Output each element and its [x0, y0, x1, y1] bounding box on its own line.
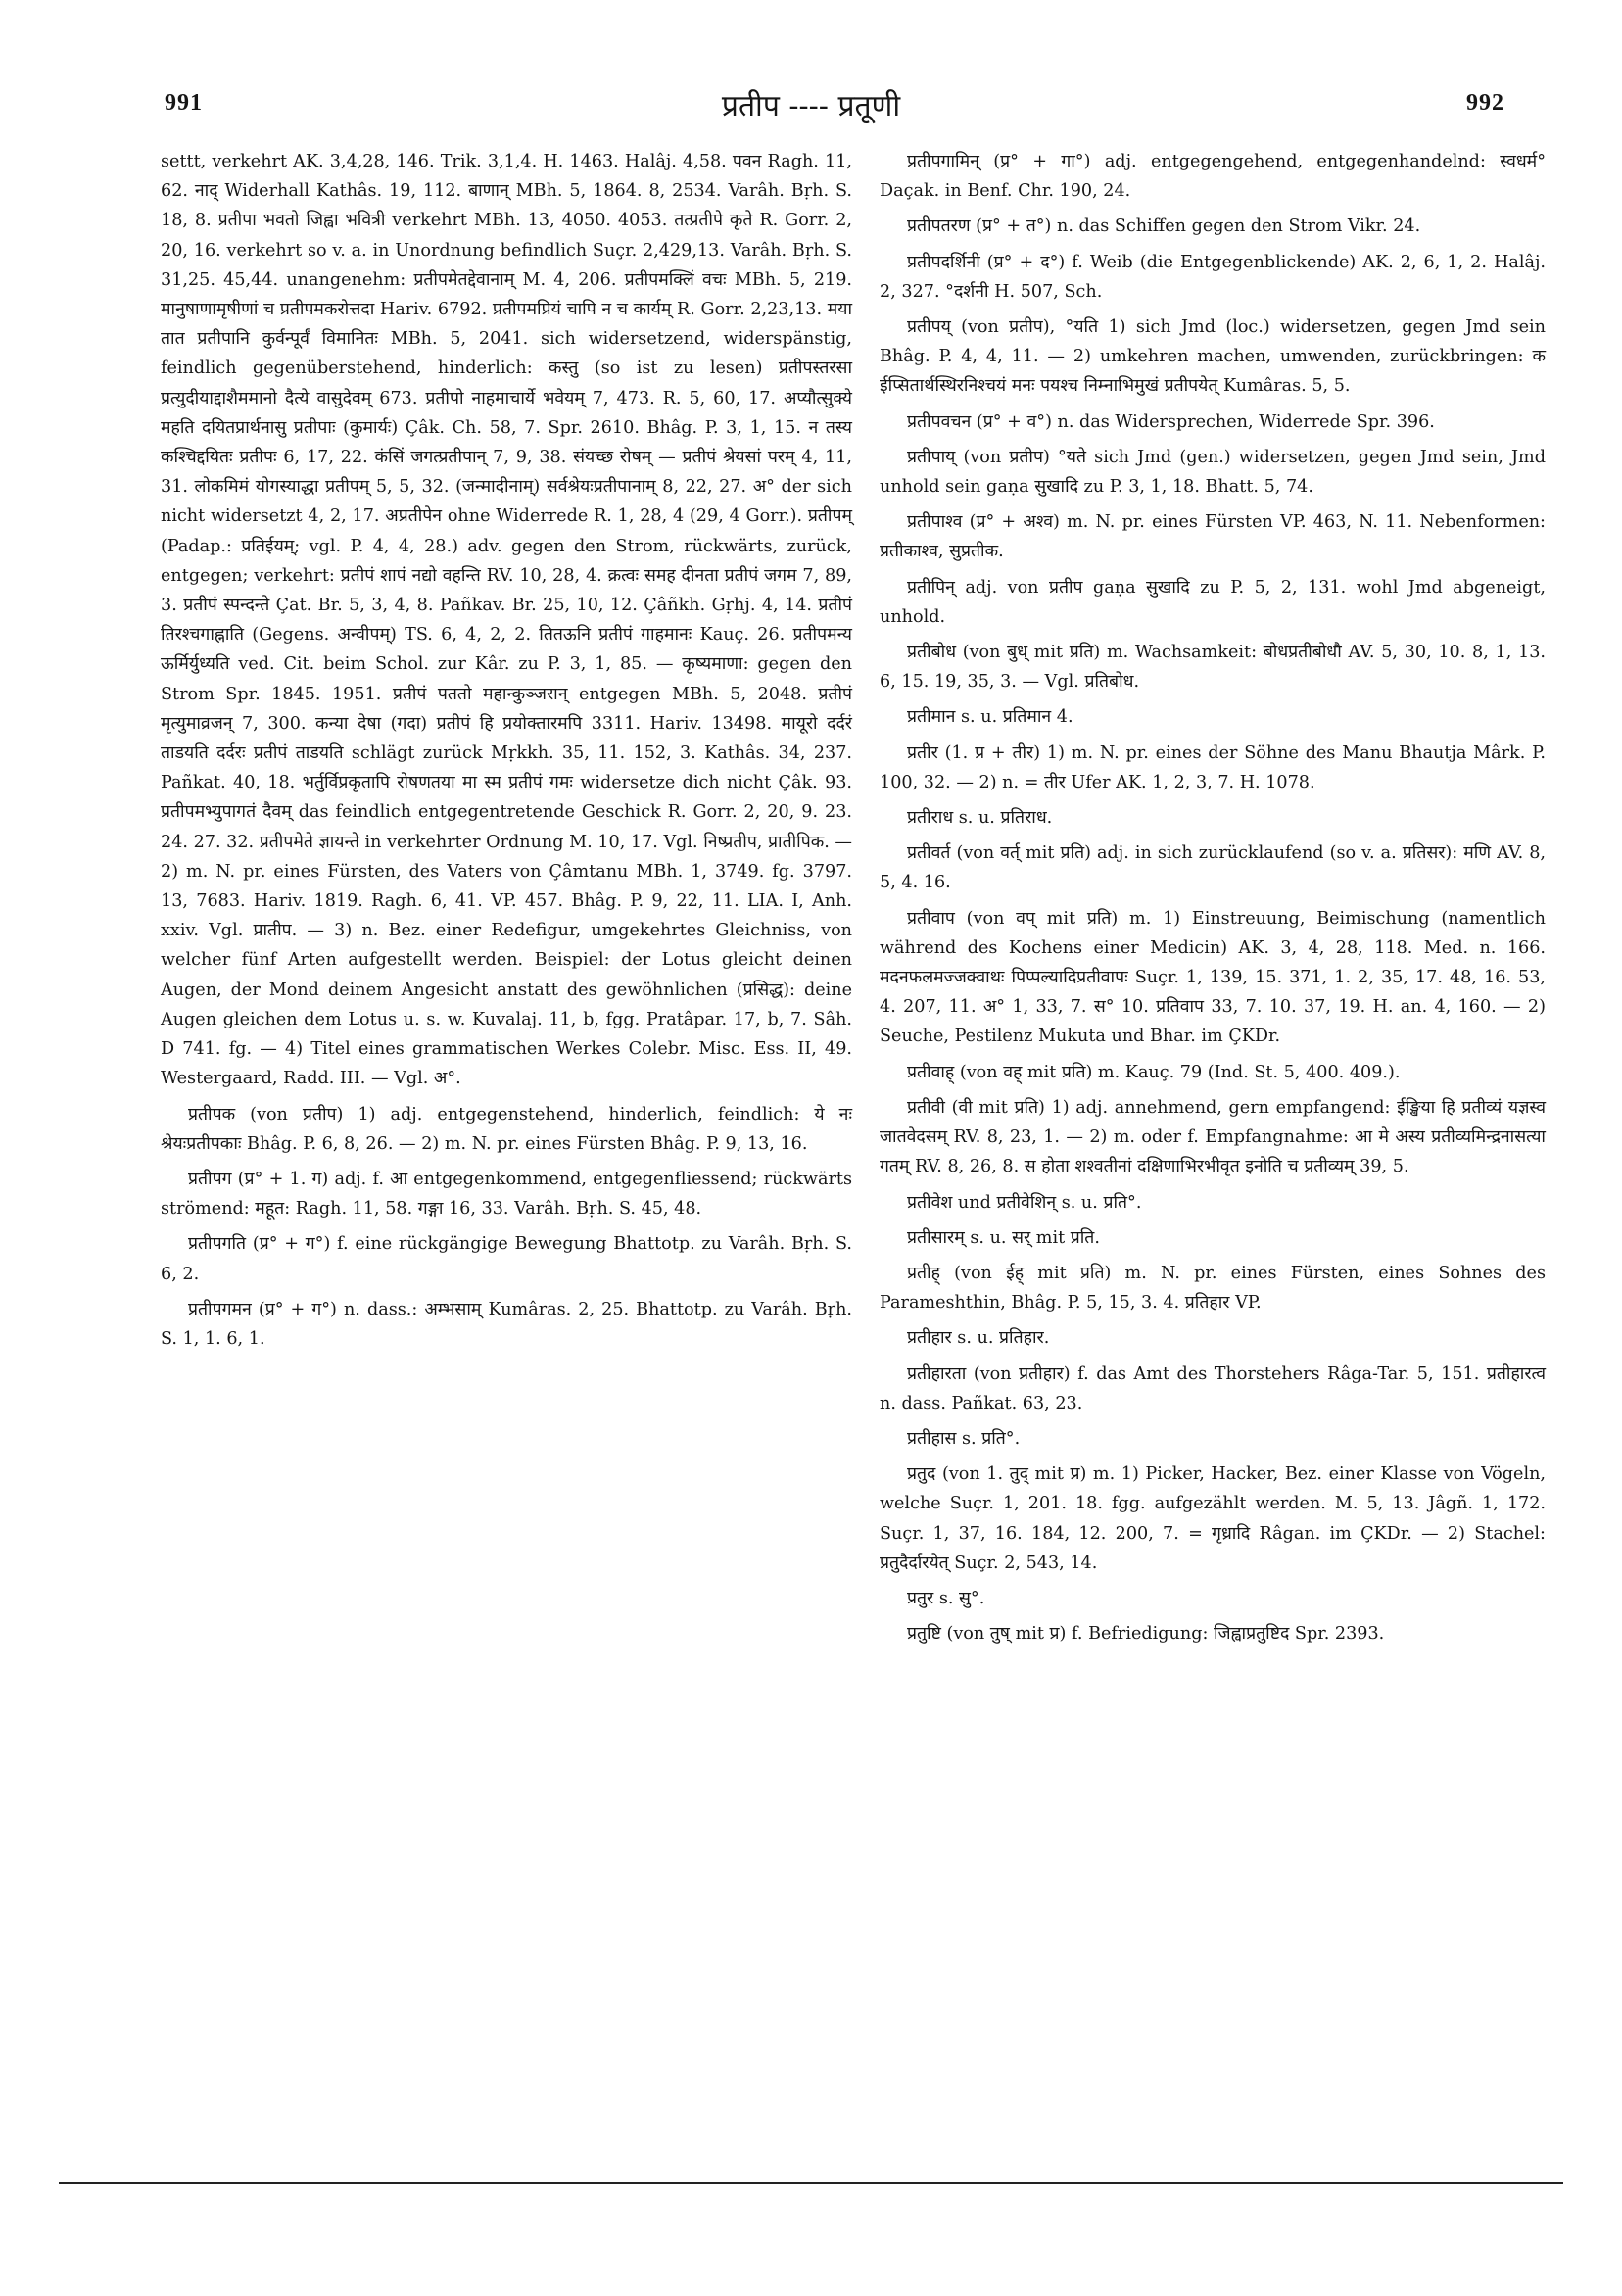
entry-paragraph: प्रतीपगामिन् (प्र° + गा°) adj. entgegengehend, entgegenhandelnd: स्वधर्म° Daçak. in Benf. Chr. 190, 24. [880, 152, 1546, 202]
entry-paragraph: प्रतीपिन् adj. von प्रतीप gaṇa सुखादि zu P. 5, 2, 131. wohl Jmd abgeneigt, unhold. [880, 577, 1546, 627]
entry-paragraph: प्रतीपगमन (प्र° + ग°) n. dass.: अम्भसाम् Kumâras. 2, 25. Bhattotp. zu Varâh. Bṛh. S. 1, 1. 6, 1. [161, 1299, 852, 1349]
entry-paragraph: प्रतुष्टि (von तुष् mit प्र) f. Befriedigung: जिह्वाप्रतुष्टिद Spr. 2393. [907, 1624, 1385, 1645]
entry-paragraph: प्रतीपक (von प्रतीप) 1) adj. entgegenstehend, hinderlich, feindlich: ये नः श्रेयःप्रतीपकाः Bhâg. P. 6, 8, 26. — 2) m. N. pr. eines Fürsten Bhâg. P. 9, 13, 16. [161, 1104, 852, 1154]
right-column [880, 147, 1546, 1654]
entry-paragraph: प्रतीहास s. प्रति°. [907, 1428, 1021, 1449]
entry-paragraph: प्रतीपदर्शिनी (प्र° + द°) f. Weib (die Entgegenblickende) AK. 2, 6, 1, 2. Halâj. 2, 327. °दर्शनी H. 507, Sch. [880, 252, 1546, 302]
page-header [0, 90, 1622, 129]
entry-paragraph: प्रतीपय् (von प्रतीप), °यति 1) sich Jmd (loc.) widersetzen, gegen Jmd sein Bhâg. P. 4, 4, 11. — 2) umkehren machen, umwenden, zurückbringen: क ईप्सितार्थस्थिरनिश्चयं मनः पयश्च निम्नाभिमुखं प्रतीपयेत् Kumâras. 5, 5. [880, 317, 1546, 397]
entry-paragraph: प्रतीपग (प्र° + 1. ग) adj. f. आ entgegenkommend, entgegenfliessend; rückwärts strömend: महूत: Ragh. 11, 58. गङ्गा 16, 33. Varâh. Bṛh. S. 45, 48. [161, 1169, 852, 1220]
entry-paragraph: प्रतुद (von 1. तुद् mit प्र) m. 1) Picker, Hacker, Bez. einer Klasse von Vögeln, welche Suçr. 1, 201. 18. fgg. aufgezählt werden. M. 5, 13. Jâgñ. 1, 172. Suçr. 1, 37, 16. 184, 12. 200, 7. = गृध्रादि Râgan. im ÇKDr. — 2) Stachel: प्रतुदैर्दारयेत् Suçr. 2, 543, 14. [880, 1464, 1546, 1573]
entry-paragraph: प्रतीहार s. u. प्रतिहार. [907, 1328, 1050, 1349]
entry-paragraph: प्रतीवाप (von वप् mit प्रति) m. 1) Einstreuung, Beimischung (namentlich während des Kochens einer Medicin) AK. 3, 4, 28, 118. Med. n. 166. मदनफलमज्जक्वाथः पिप्पल्यादिप्रतीवापः Suçr. 1, 139, 15. 371, 1. 2, 35, 17. 48, 16. 53, 4. 207, 11. अ° 1, 33, 7. स° 10. प्रतिवाप 33, 7. 10. 37, 19. H. an. 4, 160. — 2) Seuche, Pestilenz Mukuta und Bhar. im ÇKDr. [880, 908, 1546, 1047]
entry-paragraph: प्रतीपवचन (प्र° + व°) n. das Widersprechen, Widerrede Spr. 396. [907, 411, 1435, 432]
entry-paragraph: प्रतीर (1. प्र + तीर) 1) m. N. pr. eines der Söhne des Manu Bhautja Mârk. P. 100, 32. — 2) n. = तीर Ufer AK. 1, 2, 3, 7. H. 1078. [880, 742, 1546, 792]
page-number-right: 992 [1466, 90, 1504, 116]
entry-paragraph: प्रतीबोध (von बुध् mit प्रति) m. Wachsamkeit: बोधप्रतीबोधौ AV. 5, 30, 10. 8, 1, 13. 6, 15. 19, 35, 3. — Vgl. प्रतिबोध. [880, 643, 1546, 693]
entry-paragraph: प्रतुर s. सु°. [907, 1588, 985, 1608]
running-headword: प्रतीप ---- प्रतूणी [721, 89, 901, 123]
entry-paragraph: प्रतीमान s. u. प्रतिमान 4. [907, 707, 1073, 728]
entry-paragraph: प्रतीपतरण (प्र° + त°) n. das Schiffen gegen den Strom Vikr. 24. [907, 216, 1421, 237]
entry-paragraph: प्रतीपाश्व (प्र° + अश्व) m. N. pr. eines Fürsten VP. 463, N. 11. Nebenformen: प्रतीकाश्व, सुप्रतीक. [880, 512, 1546, 562]
footer-rule [59, 2182, 1563, 2184]
entry-paragraph: प्रतीपगति (प्र° + ग°) f. eine rückgängige Bewegung Bhattotp. zu Varâh. Bṛh. S. 6, 2. [161, 1234, 852, 1284]
entry-paragraph: प्रतीपाय् (von प्रतीप) °यते sich Jmd (gen.) widersetzen, gegen Jmd sein, Jmd unhold sein gaṇa सुखादि zu P. 3, 1, 18. Bhatt. 5, 74. [880, 447, 1546, 498]
entry-paragraph: प्रतीवर्त (von वर्त् mit प्रति) adj. in sich zurücklaufend (so v. a. प्रतिसर): मणि AV. 8, 5, 4. 16. [880, 843, 1546, 893]
entry-paragraph: प्रतीहारता (von प्रतीहार) f. das Amt des Thorstehers Râga-Tar. 5, 151. प्रतीहारत्व n. dass. Pañkat. 63, 23. [880, 1363, 1546, 1413]
page-number-left: 991 [165, 90, 203, 116]
entry-paragraph: प्रतीवी (वी mit प्रति) 1) adj. annehmend, gern empfangend: ईङ्खिया हि प्रतीव्यं यज्ञस्व जातवेदसम् RV. 8, 23, 1. — 2) m. oder f. Empfangnahme: आ मे अस्य प्रतीव्यमिन्द्रनासत्या गतम् RV. 8, 26, 8. स होता शश्वतीनां दक्षिणाभिरभीवृत इनोति च प्रतीव्यम् 39, 5. [880, 1097, 1546, 1177]
entry-paragraph: प्रतीवाह् (von वह् mit प्रति) m. Kauç. 79 (Ind. St. 5, 400. 409.). [907, 1062, 1401, 1082]
entry-paragraph: प्रतीह् (von ईह् mit प्रति) m. N. pr. eines Fürsten, eines Sohnes des Parameshthin, Bhâg. P. 5, 15, 3. 4. प्रतिहार VP. [880, 1263, 1546, 1314]
entry-paragraph: प्रतीराध s. u. प्रतिराध. [907, 808, 1053, 829]
entry-paragraph: settt, verkehrt AK. 3,4,28, 146. Trik. 3,1,4. H. 1463. Halâj. 4,58. पवन Ragh. 11, 62. नाद् Widerhall Kathâs. 19, 112. बाणान् MBh. 5, 1864. 8, 2534. Varâh. Bṛh. S. 18, 8. प्रतीपा भवतो जिह्वा भवित्री verkehrt MBh. 13, 4050. 4053. तत्प्रतीपे कृते R. Gorr. 2, 20, 16. verkehrt so v. a. in Unordnung befindlich Suçr. 2,429,13. Varâh. Bṛh. S. 31,25. 45,44. unangenehm: प्रतीपमेतद्देवानाम् M. 4, 206. प्रतीपमक्लिं वचः MBh. 5, 219. मानुषाणामृषीणां च प्रतीपमकरोत्तदा Hariv. 6792. प्रतीपमप्रियं चापि न च कार्यम् R. Gorr. 2,23,13. मया तात प्रतीपानि कुर्वन्पूर्वं विमानितः MBh. 5, 2041. sich widersetzend, widerspänstig, feindlich gegenüberstehend, hinderlich: कस्तु (so ist zu lesen) प्रतीपस्तरसा प्रत्युदीयाद्दाशैममानो दैत्ये वासुदेवम् 673. प्रतीपो नाहमाचार्ये भवेयम् 7, 473. R. 5, 60, 17. अप्यौत्सुक्ये महति दयितप्रार्थनासु प्रतीपाः (कुमार्यः) Çâk. Ch. 58, 7. Spr. 2610. Bhâg. P. 3, 1, 15. न तस्य कश्चिद्दयितः प्रतीपः 6, 17, 22. कंसिं जगत्प्रतीपान् 7, 9, 38. संयच्छ रोषम् — प्रतीपं श्रेयसां परम् 4, 11, 31. लोकमिमं योगस्याद्धा प्रतीपम् 5, 5, 32. (जन्मादीनाम्) सर्वश्रेयःप्रतीपानाम् 8, 22, 27. अ° der sich nicht widersetzt 4, 2, 17. अप्रतीपेन ohne Widerrede R. 1, 28, 4 (29, 4 Gorr.). प्रतीपम् (Padap.: प्रतिईयम्; vgl. P. 4, 4, 28.) adv. gegen den Strom, rückwärts, zurück, entgegen; verkehrt: प्रतीपं शापं नद्यो वहन्ति RV. 10, 28, 4. क्रत्वः समह दीनता प्रतीपं जगम 7, 89, 3. प्रतीपं स्पन्दन्ते Çat. Br. 5, 3, 4, 8. Pañkav. Br. 25, 10, 12. Çâñkh. Gṛhj. 4, 14. प्रतीपं तिरश्चगाह्नाति (Gegens. अन्वीपम्) TS. 6, 4, 2, 2. तितऊनि प्रतीपं गाहमानः Kauç. 26. प्रतीपमन्य ऊर्मिर्युध्यति ved. Cit. beim Schol. zur Kâr. zu P. 3, 1, 85. — कृष्यमाणा: gegen den Strom Spr. 1845. 1951. प्रतीपं पततो महान्कुञ्जरान् entgegen MBh. 5, 2048. प्रतीपं मृत्युमाव्रजन् 7, 300. कन्या देषा (गदा) प्रतीपं हि प्रयोक्तारमपि 3311. Hariv. 13498. मायूरो दर्दरं ताडयति दर्दरः प्रतीपं ताडयति schlägt zurück Mṛkkh. 35, 11. 152, 3. Kathâs. 34, 237. Pañkat. 40, 18. भर्तुर्विप्रकृतापि रोषणतया मा स्म प्रतीपं गमः widersetze dich nicht Çâk. 93. प्रतीपमभ्युपागतं दैवम् das feindlich entgegentretende Geschick R. Gorr. 2, 20, 9. 23. 24. 27. 32. प्रतीपमेते ज्ञायन्ते in verkehrter Ordnung M. 10, 17. Vgl. निष्प्रतीप, प्रातीपिक. — 2) m. N. pr. eines Fürsten, des Vaters von Çâmtanu MBh. 1, 3749. fg. 3797. 13, 7683. Hariv. 1819. Ragh. 6, 41. VP. 457. Bhâg. P. 9, 22, 11. LIA. I, Anh. xxiv. Vgl. प्रातीप. — 3) n. Bez. einer Redefigur, umgekehrtes Gleichniss, von welcher fünf Arten aufgestellt werden. Beispiel: der Lotus gleicht deinen Augen, der Mond deinem Angesicht anstatt des gewöhnlichen (प्रसिद्ध): deine Augen gleichen dem Lotus u. s. w. Kuvalaj. 11, b, fgg. Pratâpar. 17, b, 7. Sâh. D 741. fg. — 4) Titel eines grammatischen Werkes Colebr. Misc. Ess. II, 49. Westergaard, Radd. III. — Vgl. अ°. [161, 152, 852, 1089]
entry-paragraph: प्रतीवेश und प्रतीवेशिन् s. u. प्रति°. [907, 1192, 1142, 1213]
entry-paragraph: प्रतीसारम् s. u. सर् mit प्रति. [907, 1227, 1100, 1248]
left-column [161, 147, 852, 1360]
